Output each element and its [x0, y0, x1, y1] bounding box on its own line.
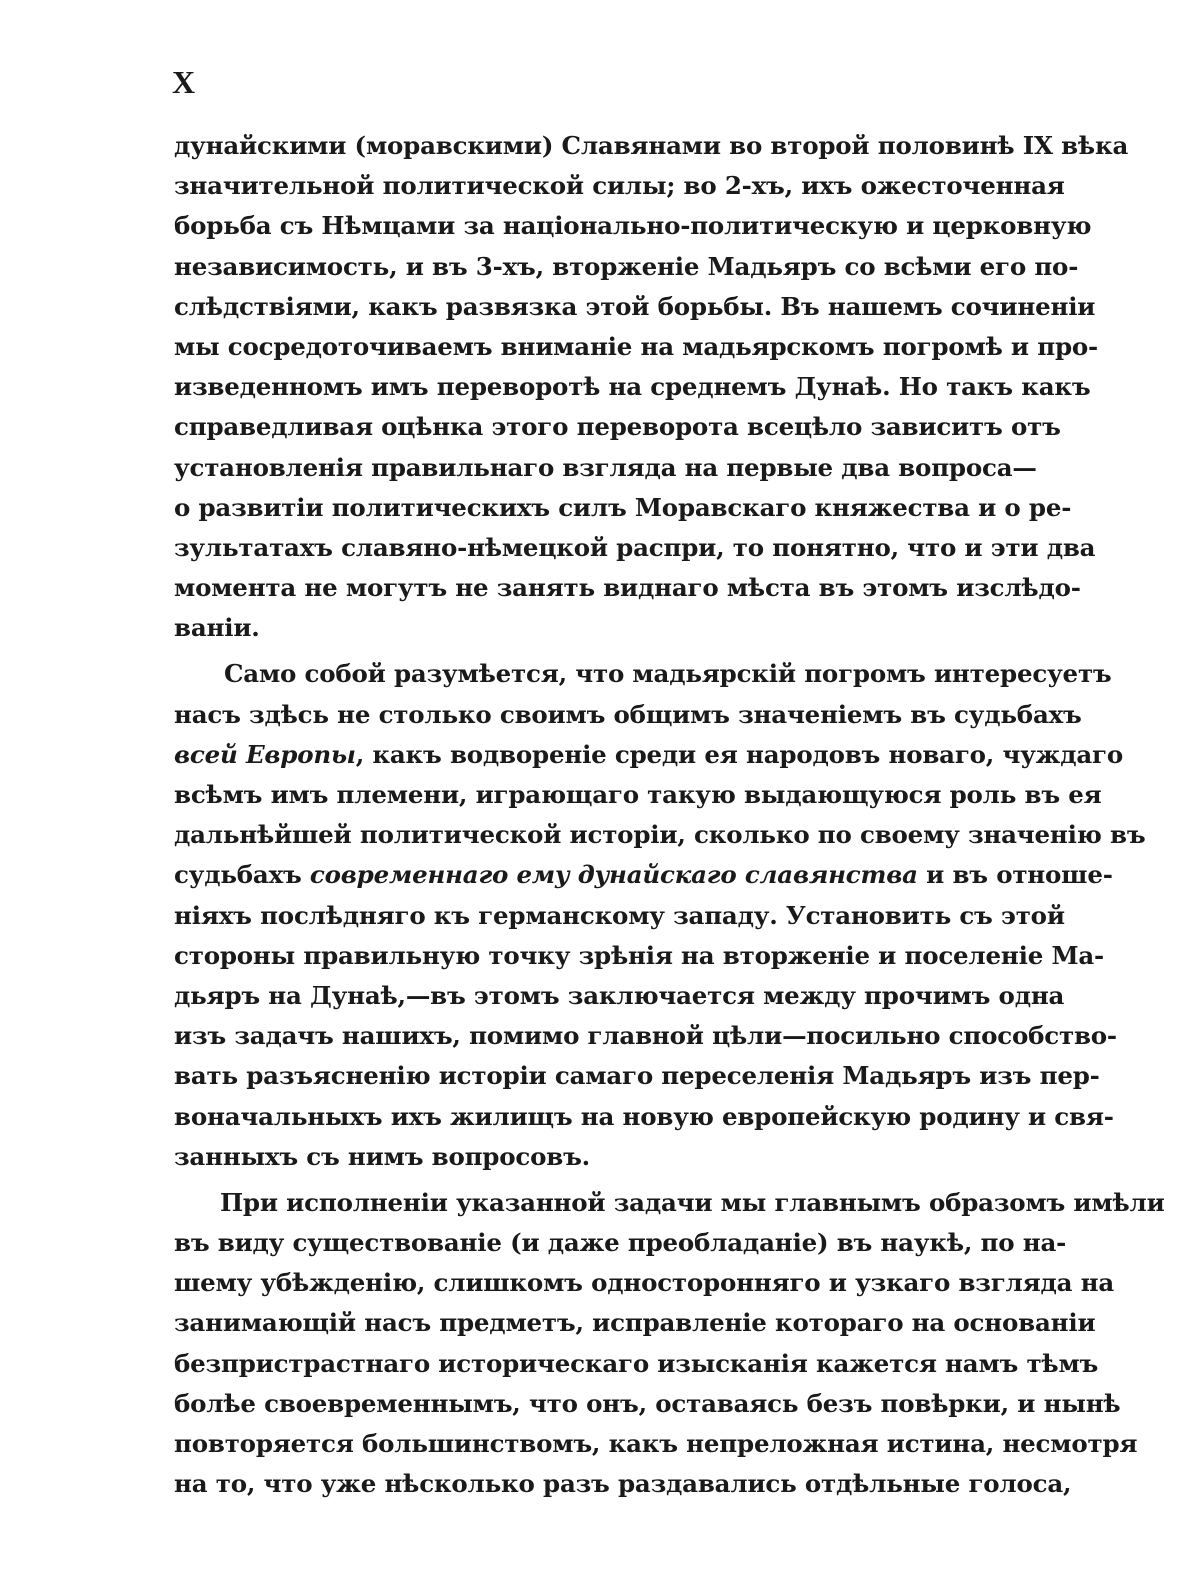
text-line: ніяхъ послѣдняго къ германскому западу. Установить съ этой	[174, 900, 1065, 930]
text-line: установленія правильнаго взгляда на первые два вопроса—	[174, 452, 1037, 482]
text-line: слѣдствіями, какъ развязка этой борьбы. Въ нашемъ сочиненіи	[174, 291, 1096, 321]
text-line: шему убѣжденію, слишкомъ односторонняго и узкаго взгляда на	[174, 1268, 1115, 1298]
text-run: , какъ водвореніе среди ея народовъ новаго, чуждаго	[355, 739, 1123, 769]
paragraph-1	[174, 126, 1129, 648]
text-line: Само собой разумѣется, что мадьярскій погромъ интересуетъ	[224, 659, 1112, 689]
text-line: занимающій насъ предметъ, исправленіе котораго на основаніи	[174, 1308, 1096, 1338]
text-line: повторяется большинствомъ, какъ непреложная истина, несмотря	[174, 1429, 1138, 1458]
text-line: стороны правильную точку зрѣнія на вторженіе и поселеніе Ма-	[174, 940, 1105, 970]
text-line: борьба съ Нѣмцами за національно-политическую и церковную	[174, 211, 1092, 241]
text-line: ваніи.	[174, 613, 260, 643]
text-run: и въ отноше-	[917, 860, 1113, 890]
text-line: болѣе своевременнымъ, что онъ, оставаясь безъ повѣрки, и нынѣ	[174, 1388, 1121, 1418]
text-line: о развитіи политическихъ силъ Моравскаго княжества и о ре-	[174, 492, 1072, 522]
text-line: При исполненіи указанной задачи мы главнымъ образомъ имѣли	[220, 1187, 1165, 1217]
body-text	[174, 126, 1165, 1504]
text-line: справедливая оцѣнка этого переворота всецѣло зависитъ отъ	[174, 412, 1061, 442]
text-line-mixed	[174, 735, 1123, 775]
text-line-mixed	[174, 855, 1113, 895]
text-line: дальнѣйшей политической исторіи, сколько по своему значенію въ	[174, 820, 1146, 850]
text-line: дьяръ на Дунаѣ,—въ этомъ заключается между прочимъ одна	[174, 980, 1065, 1010]
text-line: изведенномъ имъ переворотѣ на среднемъ Дунаѣ. Но такъ какъ	[174, 372, 1091, 402]
italic-phrase: современнаго ему дунайскаго славянства	[309, 860, 918, 890]
text-line: вать разъясненію исторіи самаго переселенія Мадьяръ изъ пер-	[174, 1061, 1100, 1091]
text-line: зультатахъ славяно-нѣмецкой распри, то понятно, что и эти два	[174, 532, 1096, 562]
paragraph-3	[174, 1183, 1165, 1505]
text-line: значительной политической силы; во 2-хъ, ихъ ожесточенная	[174, 171, 1065, 201]
text-line: безпристрастнаго историческаго изысканія кажется намъ тѣмъ	[174, 1348, 1099, 1378]
text-line: изъ задачъ нашихъ, помимо главной цѣли—посильно способство-	[174, 1021, 1117, 1051]
text-line: всѣмъ имъ племени, играющаго такую выдающуюся роль въ ея	[174, 780, 1102, 809]
text-line: мы сосредоточиваемъ вниманіе на мадьярскомъ погромѣ и про-	[174, 331, 1099, 361]
text-line: момента не могутъ не занять виднаго мѣста въ этомъ изслѣдо-	[174, 573, 1081, 603]
italic-phrase: всей Европы	[174, 739, 356, 769]
text-run: судьбахъ	[174, 860, 310, 890]
text-line: на то, что уже нѣсколько разъ раздавались отдѣльные голоса,	[174, 1469, 1072, 1499]
text-line: въ виду существованіе (и даже преобладаніе) въ наукѣ, по на-	[174, 1228, 1067, 1258]
page-number: X	[172, 64, 196, 100]
text-line: насъ здѣсь не столько своимъ общимъ значеніемъ въ судьбахъ	[174, 699, 1082, 729]
paragraph-2	[174, 654, 1146, 1176]
text-line: занныхъ съ нимъ вопросовъ.	[174, 1141, 590, 1171]
text-line: независимость, и въ 3-хъ, вторженіе Мадьяръ со всѣми его по-	[174, 251, 1079, 281]
text-line: дунайскими (моравскими) Славянами во второй половинѣ IX вѣка	[174, 131, 1129, 160]
text-line: воначальныхъ ихъ жилищъ на новую европейскую родину и свя-	[174, 1101, 1114, 1131]
